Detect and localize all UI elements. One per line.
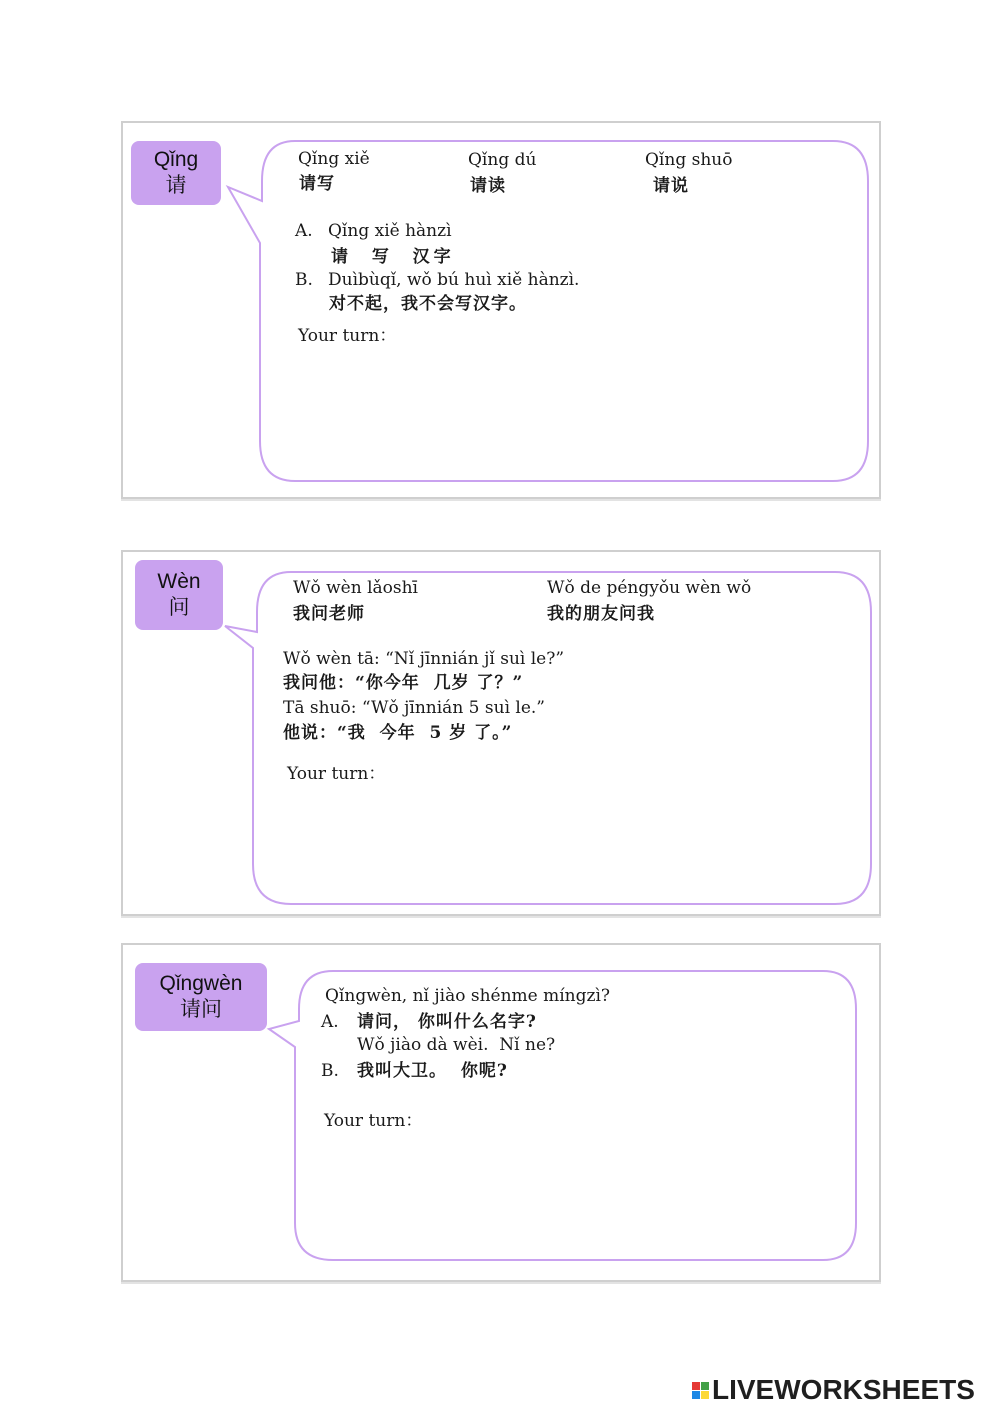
dialogue-marker: B. [295,270,313,290]
example-hanzi: 请说 [653,176,689,196]
tag-pinyin: Wèn [157,570,201,593]
example-pinyin: Qǐng xiě [298,149,370,169]
example-pinyin: Wǒ de péngyǒu wèn wǒ [547,578,752,598]
card-qingwen [121,943,881,1282]
dialogue-pinyin: Duìbùqǐ, wǒ bú huì xiě hànzì. [328,270,580,290]
dialogue-line: Tā shuō: “Wǒ jīnnián 5 suì le.” [283,698,545,718]
dialogue-line: 我问他：“你今年 几岁 了？” [283,673,524,693]
tag-hanzi: 请 [165,174,187,197]
example-hanzi: 请读 [470,176,506,196]
dialogue-line: 他说：“我 今年 5 岁 了。” [283,723,513,743]
dialogue-hanzi: 对不起，我不会写汉字。 [329,294,527,314]
dialogue-marker: A. [321,1012,339,1032]
liveworksheets-logo [692,1374,975,1406]
tag-pinyin: Qǐngwèn [159,972,243,995]
tag-hanzi: 请问 [180,998,222,1021]
dialogue-hanzi: 请 写 汉字 [331,247,455,267]
dialogue-hanzi: 我叫大卫。 你呢? [357,1061,508,1081]
card-qing [121,121,881,499]
tag-hanzi: 问 [168,596,190,619]
question-pinyin: Qǐngwèn, nǐ jiào shénme míngzì? [325,986,611,1006]
example-hanzi: 我问老师 [293,604,365,624]
card-wen [121,550,881,916]
your-turn-label: Your turn： [287,764,386,784]
example-pinyin: Wǒ wèn lǎoshī [293,578,418,598]
logo-text: LIVEWORKSHEETS [712,1374,975,1405]
your-turn-label: Your turn： [298,326,397,346]
logo-icon [692,1382,709,1399]
dialogue-marker: A. [295,221,313,241]
tag-pinyin: Qǐng [153,148,199,171]
your-turn-label: Your turn： [324,1111,423,1131]
example-pinyin: Qǐng dú [468,150,537,170]
dialogue-marker: B. [321,1061,339,1081]
example-hanzi: 我的朋友问我 [547,604,655,624]
dialogue-hanzi: 请问， 你叫什么名字? [357,1012,537,1032]
example-hanzi: 请写 [299,174,335,194]
example-pinyin: Qǐng shuō [645,150,733,170]
dialogue-line: Wǒ wèn tā: “Nǐ jīnnián jǐ suì le?” [283,649,565,669]
dialogue-pinyin: Wǒ jiào dà wèi. Nǐ ne? [357,1035,556,1055]
dialogue-pinyin: Qǐng xiě hànzì [328,221,452,241]
